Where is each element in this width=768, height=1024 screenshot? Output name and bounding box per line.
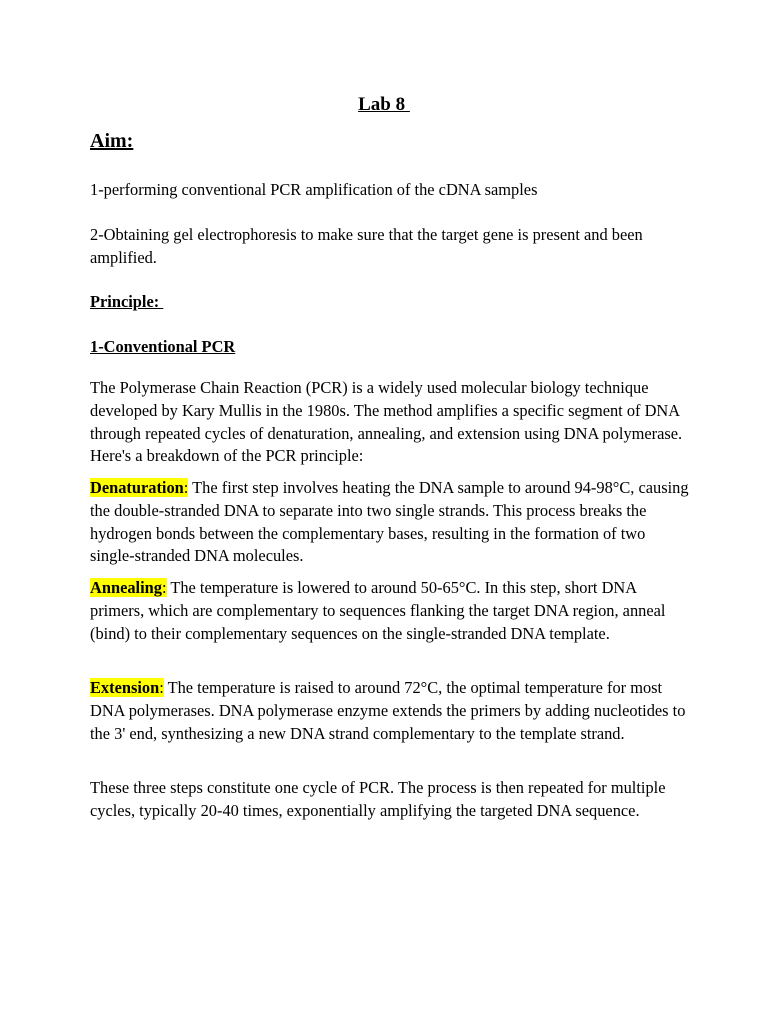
extension-text: The temperature is raised to around 72°C, the optimal temperature for most DNA polymerases. DNA polymerase enzyme extends the primers by adding nucleotides to the 3' end, synthesizing a new DNA strand complementary to the template strand.	[90, 678, 686, 743]
document-title: Lab 8	[358, 94, 410, 115]
principle-heading: Principle:	[90, 292, 164, 311]
aim-item-2: 2-Obtaining gel electrophoresis to make sure that the target gene is present and been amplified.	[90, 225, 643, 267]
pcr-conclusion-paragraph: These three steps constitute one cycle of PCR. The process is then repeated for multiple cycles, typically 20-40 times, exponentially amplifying the targeted DNA sequence.	[90, 778, 666, 820]
annealing-text: The temperature is lowered to around 50-65°C. In this step, short DNA primers, which are complementary to sequences flanking the target DNA region, anneal (bind) to their complementary sequences on the single-stranded DNA template.	[90, 578, 666, 643]
conventional-pcr-heading: 1-Conventional PCR	[90, 337, 236, 356]
pcr-intro-paragraph: The Polymerase Chain Reaction (PCR) is a widely used molecular biology technique developed by Kary Mullis in the 1980s. The method amplifies a specific segment of DNA through repeated cycles of denaturation, annealing, and extension using DNA polymerase. Here's a breakdown of the PCR principle:	[90, 378, 683, 466]
aim-item-1: 1-performing conventional PCR amplification of the cDNA samples	[90, 180, 538, 199]
extension-paragraph	[90, 677, 690, 745]
denaturation-text: The first step involves heating the DNA sample to around 94-98°C, causing the double-stranded DNA to separate into two single strands. This process breaks the hydrogen bonds between the complementary bases, resulting in the formation of two single-stranded DNA molecules.	[90, 478, 689, 566]
denaturation-paragraph	[90, 477, 690, 568]
denaturation-colon: :	[183, 478, 189, 497]
annealing-colon: :	[161, 578, 167, 597]
annealing-paragraph	[90, 577, 690, 645]
annealing-term: Annealing	[90, 578, 162, 597]
extension-colon: :	[159, 678, 164, 697]
denaturation-term: Denaturation	[90, 478, 184, 497]
extension-term: Extension	[90, 678, 160, 697]
aim-heading: Aim:	[90, 130, 134, 152]
